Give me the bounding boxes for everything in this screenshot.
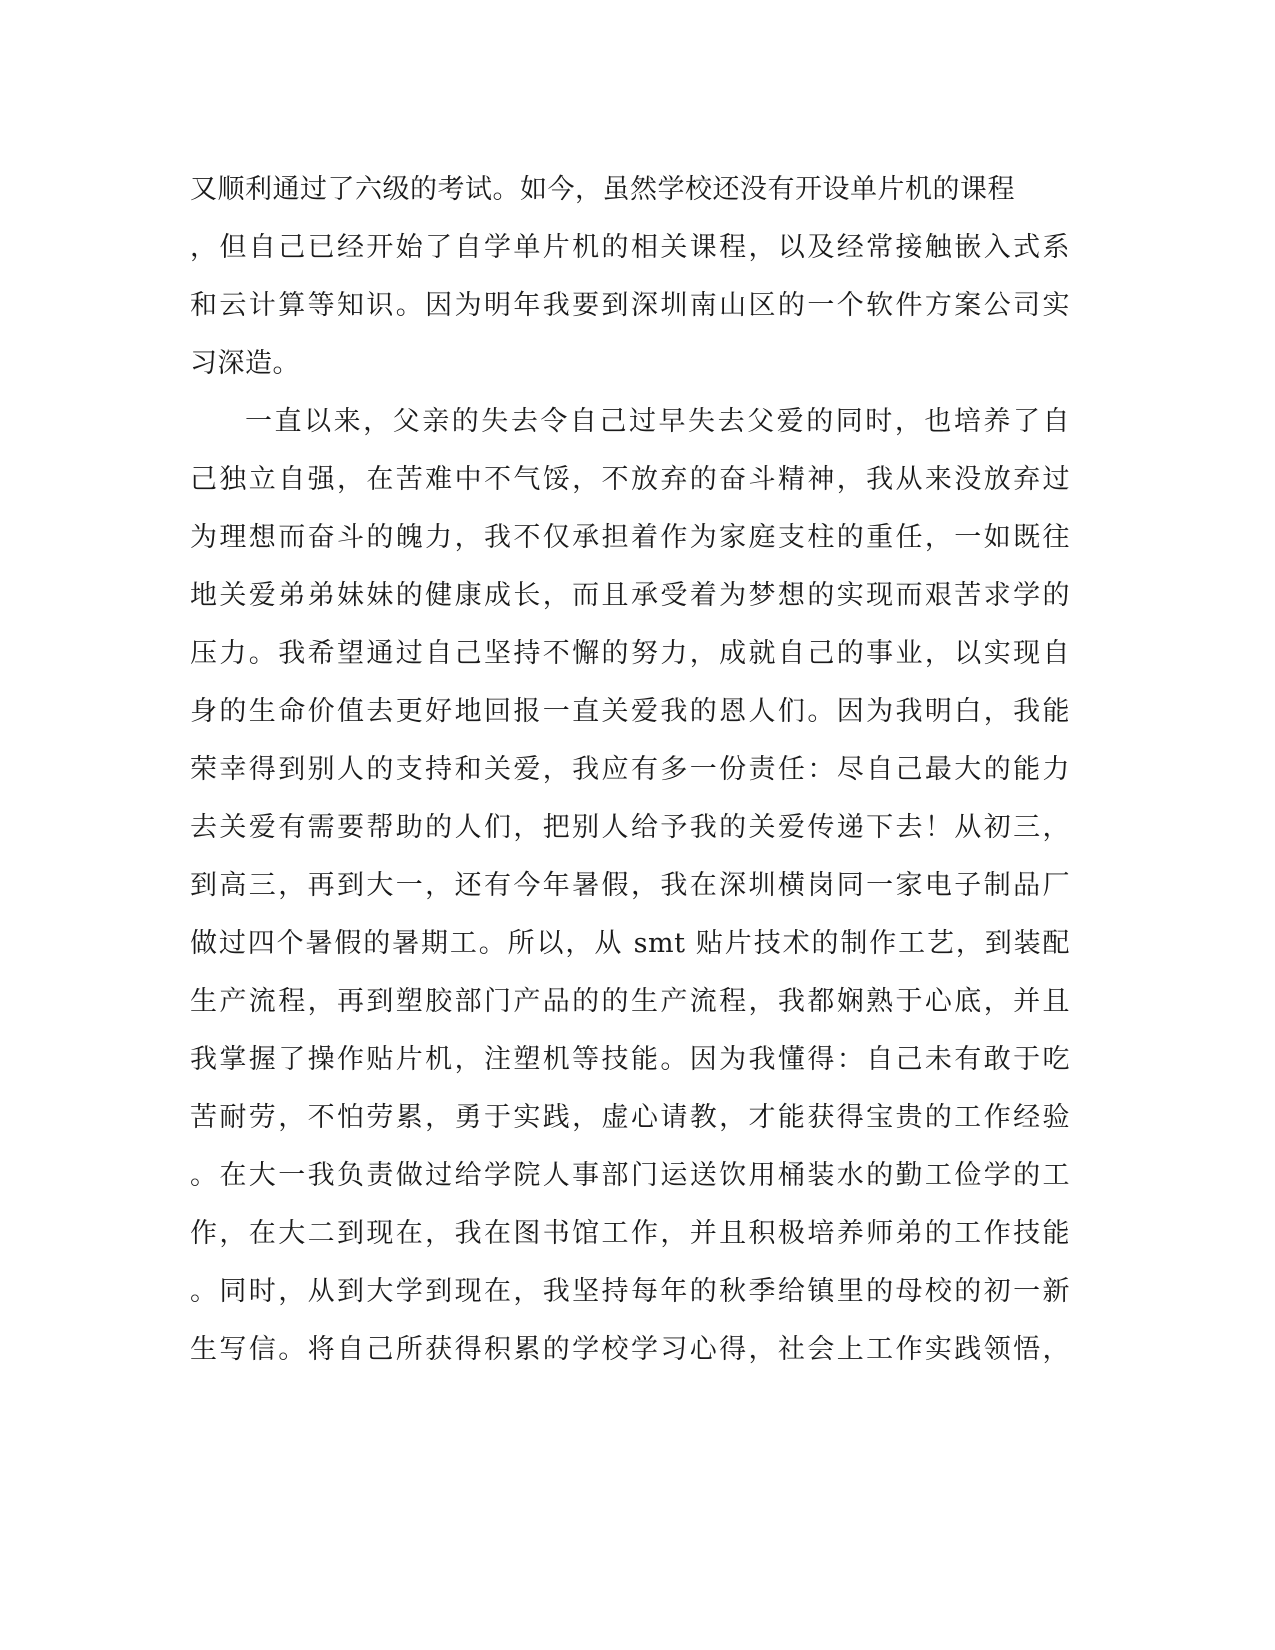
text-line: 我掌握了操作贴片机，注塑机等技能。因为我懂得：自己未有敢于吃	[190, 1044, 1070, 1075]
text-line: 。在大一我负责做过给学院人事部门运送饮用桶装水的勤工俭学的工	[190, 1160, 1070, 1191]
text-line: 习深造。	[190, 348, 300, 379]
text-line: ，但自己已经开始了自学单片机的相关课程，以及经常接触嵌入式系	[190, 232, 1070, 263]
text-line: 和云计算等知识。因为明年我要到深圳南山区的一个软件方案公司实	[190, 290, 1070, 321]
text-line: 压力。我希望通过自己坚持不懈的努力，成就自己的事业，以实现自	[190, 638, 1070, 669]
text-line: 为理想而奋斗的魄力，我不仅承担着作为家庭支柱的重任，一如既往	[190, 522, 1070, 553]
text-line: 地关爱弟弟妹妹的健康成长，而且承受着为梦想的实现而艰苦求学的	[190, 580, 1070, 611]
text-line: 生写信。将自己所获得积累的学校学习心得，社会上工作实践领悟，	[190, 1334, 1070, 1365]
text-line: 作，在大二到现在，我在图书馆工作，并且积极培养师弟的工作技能	[190, 1218, 1070, 1249]
text-line: 身的生命价值去更好地回报一直关爱我的恩人们。因为我明白，我能	[190, 696, 1070, 727]
text-line: 苦耐劳，不怕劳累，勇于实践，虚心请教，才能获得宝贵的工作经验	[190, 1102, 1070, 1133]
text-line: 去关爱有需要帮助的人们，把别人给予我的关爱传递下去！从初三，	[190, 812, 1070, 843]
text-line: 荣幸得到别人的支持和关爱，我应有多一份责任：尽自己最大的能力	[190, 754, 1070, 785]
text-line: 又顺利通过了六级的考试。如今，虽然学校还没有开设单片机的课程	[190, 174, 1015, 205]
text-line: 生产流程，再到塑胶部门产品的的生产流程，我都娴熟于心底，并且	[190, 986, 1070, 1017]
text-line: 己独立自强，在苦难中不气馁，不放弃的奋斗精神，我从来没放弃过	[190, 464, 1070, 495]
text-line: 。同时，从到大学到现在，我坚持每年的秋季给镇里的母校的初一新	[190, 1276, 1070, 1307]
text-line: 到高三，再到大一，还有今年暑假，我在深圳横岗同一家电子制品厂	[190, 870, 1070, 901]
paragraph-first-line: 一直以来，父亲的失去令自己过早失去父爱的同时，也培养了自	[245, 406, 1070, 437]
text-line: 做过四个暑假的暑期工。所以，从 smt 贴片技术的制作工艺，到装配	[190, 928, 1070, 959]
